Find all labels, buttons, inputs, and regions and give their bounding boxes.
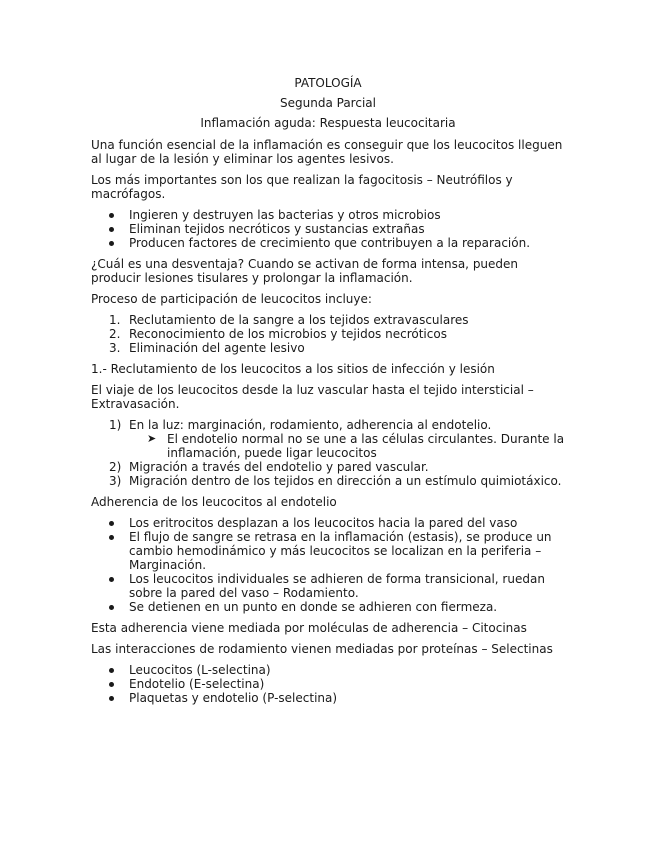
document-body	[91, 76, 571, 712]
document-subtitle: Segunda Parcial	[280, 96, 376, 110]
list-item	[91, 327, 571, 341]
sub-list	[129, 432, 571, 460]
section1-heading: 1.- Reclutamiento de los leucocitos a los sitios de infección y lesión	[91, 362, 495, 376]
list-number: 3.	[109, 341, 121, 355]
phagocytes-paragraph: Los más importantes son los que realizan la fagocitosis – Neutrófilos y macrófagos.	[91, 173, 513, 201]
list-item: El flujo de sangre se retrasa en la inflamación (estasis), se produce un cambio hemodinámico y más leucocitos se localizan en la periferia – Marginación.	[91, 530, 571, 572]
list-text: Migración dentro de los tejidos en dirección a un estímulo quimiotáxico.	[129, 474, 562, 488]
arrow-bullet-icon: ➤	[147, 432, 157, 445]
sub-list-item	[129, 432, 571, 460]
list-item: Los eritrocitos desplazan a los leucocitos hacia la pared del vaso	[91, 516, 571, 530]
list-number: 2)	[109, 460, 122, 474]
list-item: Endotelio (E-selectina)	[91, 677, 571, 691]
list-text: Migración a través del endotelio y pared vascular.	[129, 460, 429, 474]
extravasation-steps-list	[91, 418, 571, 488]
list-number: 3)	[109, 474, 122, 488]
document-title: PATOLOGÍA	[294, 76, 362, 90]
list-text: Reclutamiento de la sangre a los tejidos extravasculares	[129, 313, 469, 327]
sub-list-text: El endotelio normal no se une a las células circulantes. Durante la inflamación, puede ligar leucocitos	[167, 432, 565, 460]
list-item	[91, 341, 571, 355]
disadvantage-paragraph: ¿Cuál es una desventaja? Cuando se activan de forma intensa, pueden producir lesiones tisulares y prolongar la inflamación.	[91, 257, 519, 285]
list-number: 1)	[109, 418, 122, 432]
list-item: Ingieren y destruyen las bacterias y otros microbios	[91, 208, 571, 222]
list-item	[91, 460, 571, 474]
list-item: Se detienen en un punto en donde se adhieren con fiermeza.	[91, 600, 571, 614]
process-intro: Proceso de participación de leucocitos incluye:	[91, 292, 372, 306]
list-text: Reconocimiento de los microbios y tejidos necróticos	[129, 327, 447, 341]
list-number: 1.	[109, 313, 121, 327]
adherence-heading: Adherencia de los leucocitos al endotelio	[91, 495, 337, 509]
list-item	[91, 313, 571, 327]
intro-paragraph: Una función esencial de la inflamación es conseguir que los leucocitos lleguen al lugar de la lesión y eliminar los agentes lesivos.	[91, 138, 563, 166]
adherence-list	[91, 516, 571, 614]
list-item: Leucocitos (L-selectina)	[91, 663, 571, 677]
list-item: Producen factores de crecimiento que contribuyen a la reparación.	[91, 236, 571, 250]
list-text: En la luz: marginación, rodamiento, adherencia al endotelio.	[129, 418, 492, 432]
selectins-paragraph: Las interacciones de rodamiento vienen mediadas por proteínas – Selectinas	[91, 642, 553, 656]
list-item	[91, 474, 571, 488]
process-steps-list	[91, 313, 571, 355]
list-item: Plaquetas y endotelio (P-selectina)	[91, 691, 571, 705]
list-item: Eliminan tejidos necróticos y sustancias extrañas	[91, 222, 571, 236]
list-item: Los leucocitos individuales se adhieren de forma transicional, ruedan sobre la pared del vaso – Rodamiento.	[91, 572, 571, 600]
selectins-list	[91, 663, 571, 705]
document-topic: Inflamación aguda: Respuesta leucocitaria	[200, 116, 456, 130]
functions-list	[91, 208, 571, 250]
cytokines-paragraph: Esta adherencia viene mediada por moléculas de adherencia – Citocinas	[91, 621, 527, 635]
list-number: 2.	[109, 327, 121, 341]
section1-intro: El viaje de los leucocitos desde la luz vascular hasta el tejido intersticial – Extravasación.	[91, 383, 534, 411]
list-item	[91, 418, 571, 460]
list-text: Eliminación del agente lesivo	[129, 341, 305, 355]
